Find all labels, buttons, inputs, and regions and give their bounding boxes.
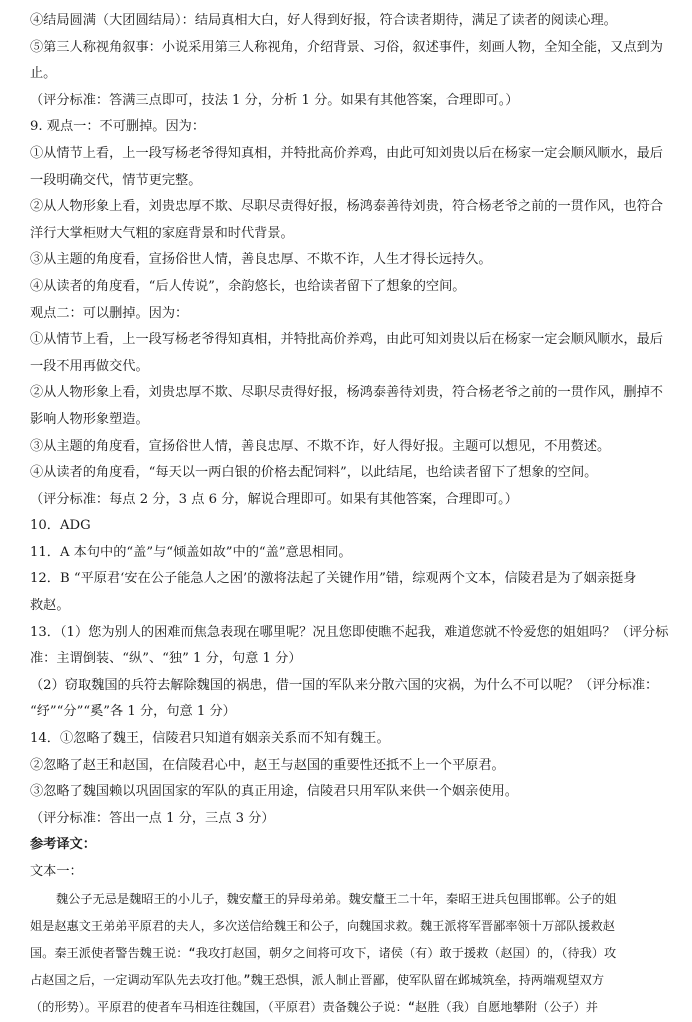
text-line: 文本一： xyxy=(30,864,83,879)
text-line: ④结局圆满（大团圆结局）：结局真相大白，好人得到好报，符合读者期待，满足了读者的阅读心理。 xyxy=(30,13,617,28)
text-line: 准：主谓倒装、“纵”、“独” 1 分，句意 1 分） xyxy=(30,651,302,667)
text-line: 观点二：可以删掉。因为： xyxy=(30,305,189,321)
text-line: （评分标准：答出一点 1 分，三点 3 分） xyxy=(30,810,275,826)
text-line: 13．（1）您为别人的困难而焦急表现在哪里呢？况且您即使瞧不起我，难道您就不怜爱您的姐姐吗？（评分标 xyxy=(30,624,669,640)
text-line: 止。 xyxy=(30,66,57,82)
text-line: 一段不用再做交代。 xyxy=(30,358,149,374)
translation-line: （的形势）。平原君的使者车马相连往魏国，（平原君）责备魏公子说：“赵胜（我）自愿地攀附（公子）并 xyxy=(30,1000,598,1015)
translation-line: 魏公子无忌是魏昭王的小儿子，魏安釐王的异母弟弟。魏安釐王二十年，秦昭王进兵包围邯郸。公子的姐 xyxy=(56,891,617,906)
text-line: ②从人物形象上看，刘贵忠厚不欺、尽职尽责得好报，杨鸿泰善待刘贵，符合杨老爷之前的一贯作风，也符合 xyxy=(30,199,663,215)
text-line: ②忽略了赵王和赵国，在信陵君心中，赵王与赵国的重要性还抵不上一个平原君。 xyxy=(30,757,505,773)
text-line: 10．ADG xyxy=(30,518,91,534)
text-line: ③从主题的角度看，宣扬俗世人情，善良忠厚、不欺不诈，人生才得长远持久。 xyxy=(30,252,492,268)
text-line: ④从读者的角度看，“每天以一两白银的价格去配饲料”，以此结尾，也给读者留下了想象的空间。 xyxy=(30,465,598,481)
text-line: 一段明确交代，情节更完整。 xyxy=(30,172,202,188)
text-line: （评分标准：每点 2 分，3 点 6 分，解说合理即可。如果有其他答案，合理即可。） xyxy=(30,491,518,507)
text-line: 14．①忽略了魏王，信陵君只知道有姻亲关系而不知有魏王。 xyxy=(30,731,390,747)
text-line: （评分标准：答满三点即可，技法 1 分，分析 1 分。如果有其他答案，合理即可。） xyxy=(30,92,519,108)
text-line: ③从主题的角度看，宣扬俗世人情，善良忠厚、不欺不诈，好人得好报。主题可以想见，不用赘述。 xyxy=(30,438,611,454)
text-line: 9. 观点一：不可删掉。因为： xyxy=(30,119,206,135)
text-line: （2）窃取魏国的兵符去解除魏国的祸患，借一国的军队来分散六国的灾祸，为什么不可以呢？（评分标准： xyxy=(30,677,659,693)
text-line: ①从情节上看，上一段写杨老爷得知真相，并特批高价养鸡，由此可知刘贵以后在杨家一定会顺风顺水，最后 xyxy=(30,145,663,161)
text-line: 洋行大掌柜财大气粗的家庭背景和时代背景。 xyxy=(30,225,294,241)
text-line: 11．A 本句中的“盖”与“倾盖如故”中的“盖”意思相同。 xyxy=(30,544,352,560)
translation-line: 姐是赵惠文王弟弟平原君的夫人，多次送信给魏王和公子，向魏国求救。魏王派将军晋鄙率领十万部队援救赵 xyxy=(30,918,615,933)
text-line: ⑤第三人称视角叙事：小说采用第三人称视角，介绍背景、习俗，叙述事件，刻画人物，全知全能，又点到为 xyxy=(30,39,663,55)
text-line: ②从人物形象上看，刘贵忠厚不欺、尽职尽责得好报，杨鸿泰善待刘贵，符合杨老爷之前的一贯作风，删掉不 xyxy=(30,385,663,401)
text-line: ①从情节上看，上一段写杨老爷得知真相，并特批高价养鸡，由此可知刘贵以后在杨家一定会顺风顺水，最后 xyxy=(30,332,663,348)
section-heading: 参考译文： xyxy=(30,837,96,853)
translation-line: 国。秦王派使者警告魏王说：“我攻打赵国，朝夕之间将可攻下，诸侯（有）敢于援救（赵国）的，（待我）攻 xyxy=(30,946,617,960)
text-line: 救赵。 xyxy=(30,598,70,614)
translation-line: 占赵国之后，一定调动军队先去攻打他。”魏王恐惧，派人制止晋鄙，使军队留在邺城筑垒，持两端观望双方 xyxy=(30,973,605,988)
text-line: ③忽略了魏国赖以巩固国家的军队的真正用途，信陵君只用军队来供一个姻亲使用。 xyxy=(30,784,518,800)
text-line: 影响人物形象塑造。 xyxy=(30,411,149,427)
text-line: ④从读者的角度看，“后人传说”，余韵悠长，也给读者留下了想象的空间。 xyxy=(30,278,466,294)
text-line: “纾”“分”“奚”各 1 分，句意 1 分） xyxy=(30,704,236,720)
text-line: 12．B “平原君‘安在公子能急人之困’的激将法起了关键作用”错，综观两个文本，信陵君是为了姻亲挺身 xyxy=(30,571,637,587)
